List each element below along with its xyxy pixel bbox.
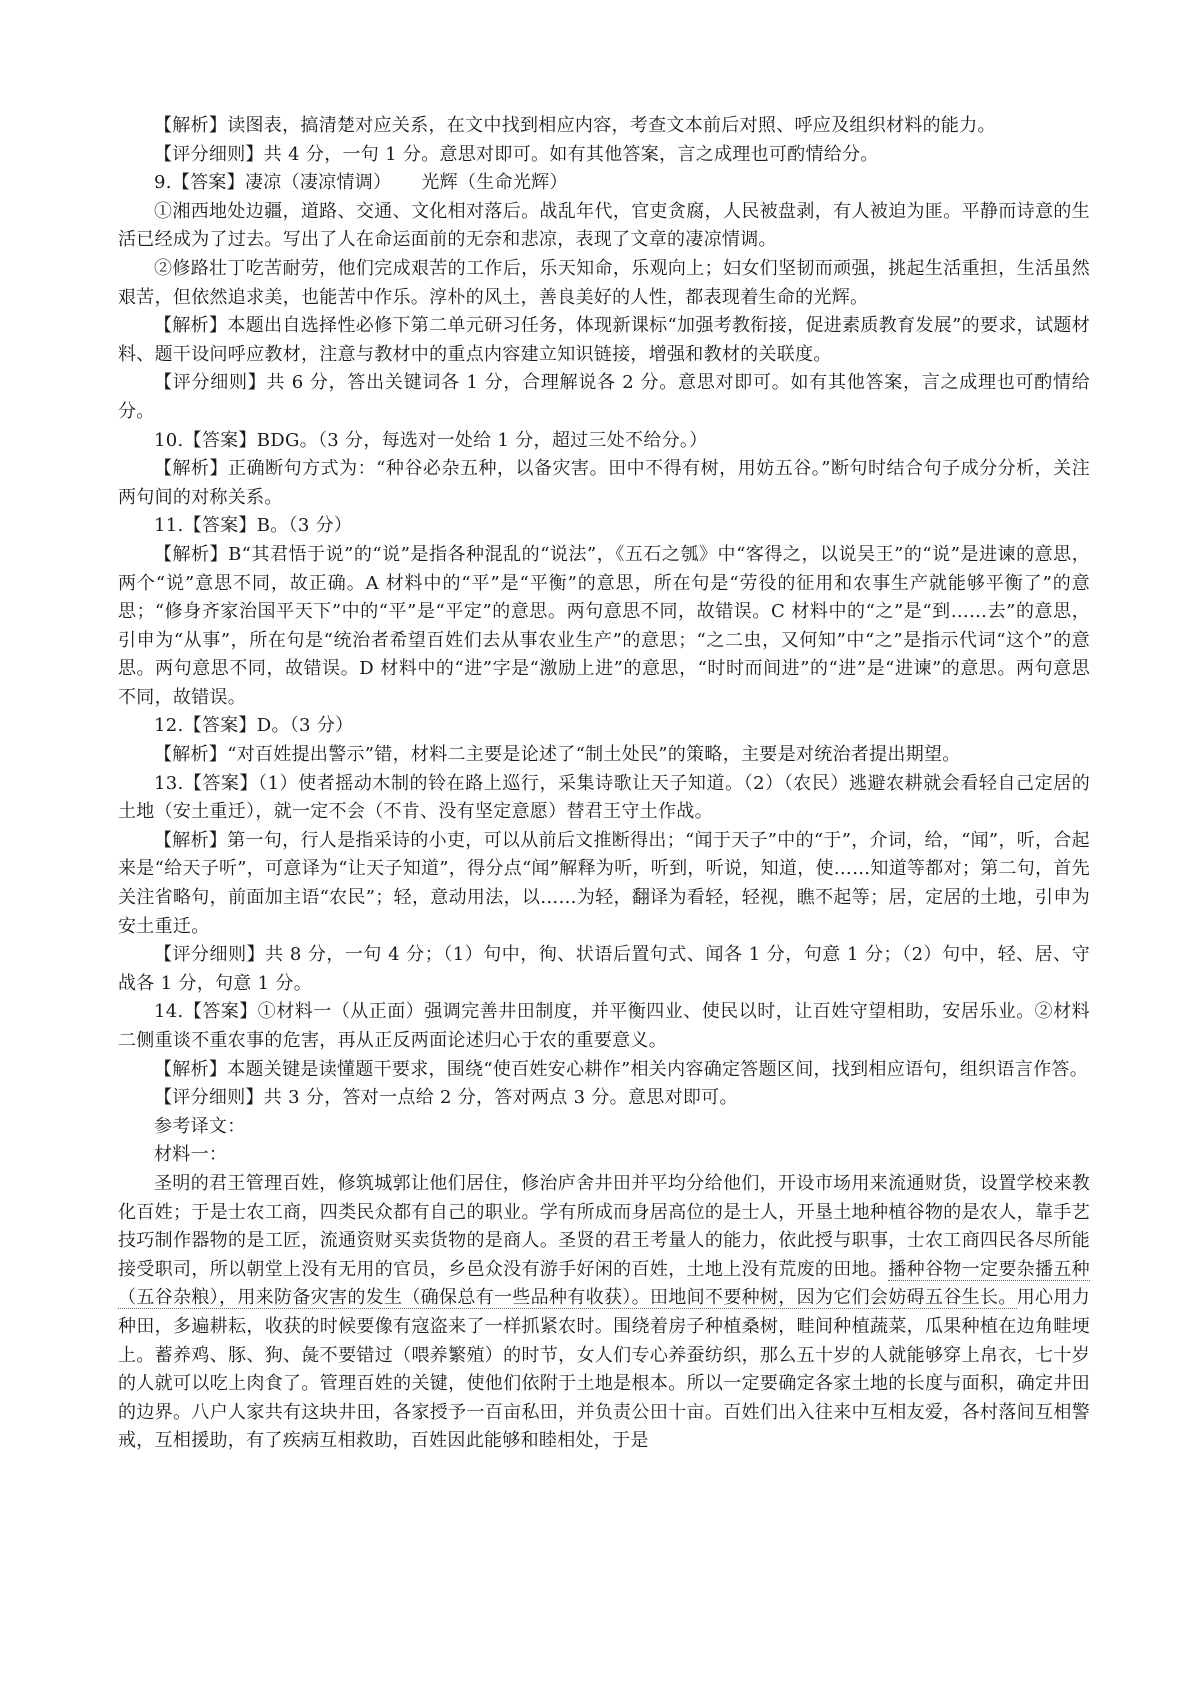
paragraph: 【解析】本题出自选择性必修下第二单元研习任务，体现新课标“加强考教衔接，促进素质教育发展”的要求，试题材料、题干设问呼应教材，注意与教材中的重点内容建立知识链接，增强和教材的关联度。 xyxy=(118,315,1090,365)
answer-9-head: 9.【答案】凄凉（凄凉情调） xyxy=(154,172,392,194)
translation-after: 用心用力种田，多遍耕耘，收获的时候要像有寇盗来了一样抓紧农时。围绕着房子种植桑树，畦间种植蔬菜，瓜果种植在边角畦埂上。蓄养鸡、豚、狗、彘不要错过（喂养繁殖）的时节，女人们专心养蚕纺织，那么五十岁的人就能够穿上帛衣，七十岁的人就可以吃上肉食了。管理百姓的关键，使他们依附于土地是根本。所以一定要确定各家土地的长度与面积，确定井田的边界。八户人家共有这块井田，各家授予一百亩私田，并负责公田十亩。百姓们出入往来中互相友爱，各村落间互相警戒，互相援助，有了疾病互相救助，百姓因此能够和睦相处，于是 xyxy=(118,1287,1091,1452)
answer-9 xyxy=(118,169,1090,198)
translation-paragraph xyxy=(118,1170,1090,1456)
paragraph: 13.【答案】（1）使者摇动木制的铃在路上巡行，采集诗歌让天子知道。（2）（农民）逃避农耕就会看轻自己定居的土地（安土重迁），就一定不会（不肯、没有坚定意愿）替君王守土作战。 xyxy=(118,772,1090,823)
paragraph: 12.【答案】D。（3 分） xyxy=(154,715,354,737)
paragraph: 14.【答案】①材料一（从正面）强调完善井田制度，并平衡四业、使民以时，让百姓守望相助，安居乐业。②材料二侧重谈不重农事的危害，再从正反两面论述归心于农的重要意义。 xyxy=(118,1001,1090,1051)
paragraph: ②修路壮丁吃苦耐劳，他们完成艰苦的工作后，乐天知命，乐观向上；妇女们坚韧而顽强，挑起生活重担，生活虽然艰苦，但依然追求美，也能苦中作乐。淳朴的风土，善良美好的人性，都表现着生命的光辉。 xyxy=(118,257,1090,308)
paragraph: 【解析】第一句，行人是指采诗的小吏，可以从前后文推断得出；“闻于天子”中的“于”，介词，给，“闻”，听，合起来是“给天子听”，可意译为“让天子知道”，得分点“闻”解释为听，听到，听说，知道，使……知道等都对；第二句，首先关注省略句，前面加主语“农民”；轻，意动用法，以……为轻，翻译为看轻，轻视，瞧不起等；居，定居的土地，引申为安土重迁。 xyxy=(118,829,1091,937)
paragraph: 【评分细则】共 3 分，答对一点给 2 分，答对两点 3 分。意思对即可。 xyxy=(154,1087,738,1109)
paragraph: 11.【答案】B。（3 分） xyxy=(154,515,353,537)
answer-9-tail: 光辉（生命光辉） xyxy=(421,172,568,194)
paragraph: 10.【答案】BDG。（3 分，每选对一处给 1 分，超过三处不给分。） xyxy=(154,429,708,451)
paragraph: 【解析】正确断句方式为：“种谷必杂五种，以备灾害。田中不得有树，用妨五谷。”断句时结合句子成分分析，关注两句间的对称关系。 xyxy=(118,458,1090,508)
paragraph: 【解析】读图表，搞清楚对应关系，在文中找到相应内容，考查文本前后对照、呼应及组织材料的能力。 xyxy=(154,115,996,136)
paragraph: 【解析】本题关键是读懂题干要求，围绕“使百姓安心耕作”相关内容确定答题区间，找到相应语句，组织语言作答。 xyxy=(154,1058,1088,1080)
paragraph: 【评分细则】共 6 分，答出关键词各 1 分，合理解说各 2 分。意思对即可。如有其他答案，言之成理也可酌情给分。 xyxy=(118,372,1090,422)
translation-underlined: 播种谷物一定要杂播五种（五谷杂粮），用来防备灾害的发生（确保总有一些品种有收获）。田地间不要种树，因为它们会妨碍五谷生长。 xyxy=(118,1258,1090,1309)
paragraph: 【解析】“对百姓提出警示”错，材料二主要是论述了“制土处民”的策略，主要是对统治者提出期望。 xyxy=(154,744,961,766)
paragraph: 材料一： xyxy=(154,1144,228,1166)
translation-before: 圣明的君王管理百姓，修筑城郭让他们居住，修治庐舍井田并平均分给他们，开设市场用来流通财货，设置学校来教化百姓；于是士农工商，四类民众都有自己的职业。学有所成而身居高位的是士人，开垦土地种植谷物的是农人，靠手艺技巧制作器物的是工匠，流通资财买卖货物的是商人。圣贤的君王考量人的能力，依此授与职事，士农工商四民各尽所能接受职司，所以朝堂上没有无用的官员，乡邑众没有游手好闲的百姓，土地上没有荒废的田地。 xyxy=(118,1172,1090,1280)
paragraph: 【解析】B“其君悟于说”的“说”是指各种混乱的“说法”，《五石之瓠》中“客得之，以说吴王”的“说”是进谏的意思，两个“说”意思不同，故正确。A 材料中的“平”是“平衡”的意思，所在句是“劳役的征用和农事生产就能够平衡了”的意思；“修身齐家治国平天下”中的“平”是“平定”的意思。两句意思不同，故错误。C 材料中的“之”是“到……去”的意思，引申为“从事”，所在句是“统治者希望百姓们去从事农业生产”的意思；“之二虫，又何知”中“之”是指示代词“这个”的意思。两句意思不同，故错误。D 材料中的“进”字是“激励上进”的意思，“时时而间进”的“进”是“进谏”的意思。两句意思不同，故错误。 xyxy=(118,543,1090,708)
paragraph: 参考译文： xyxy=(154,1115,246,1137)
paragraph: 【评分细则】共 4 分，一句 1 分。意思对即可。如有其他答案，言之成理也可酌情给分。 xyxy=(154,143,879,165)
paragraph: ①湘西地处边疆，道路、交通、文化相对落后。战乱年代，官吏贪腐，人民被盘剥，有人被迫为匪。平静而诗意的生活已经成为了过去。写出了人在命运面前的无奈和悲凉，表现了文章的凄凉情调。 xyxy=(118,200,1090,251)
paragraph: 【评分细则】共 8 分，一句 4 分；（1）句中，徇、状语后置句式、闻各 1 分，句意 1 分；（2）句中，轻、居、守战各 1 分，句意 1 分。 xyxy=(118,944,1090,994)
document-page xyxy=(118,112,1090,1456)
